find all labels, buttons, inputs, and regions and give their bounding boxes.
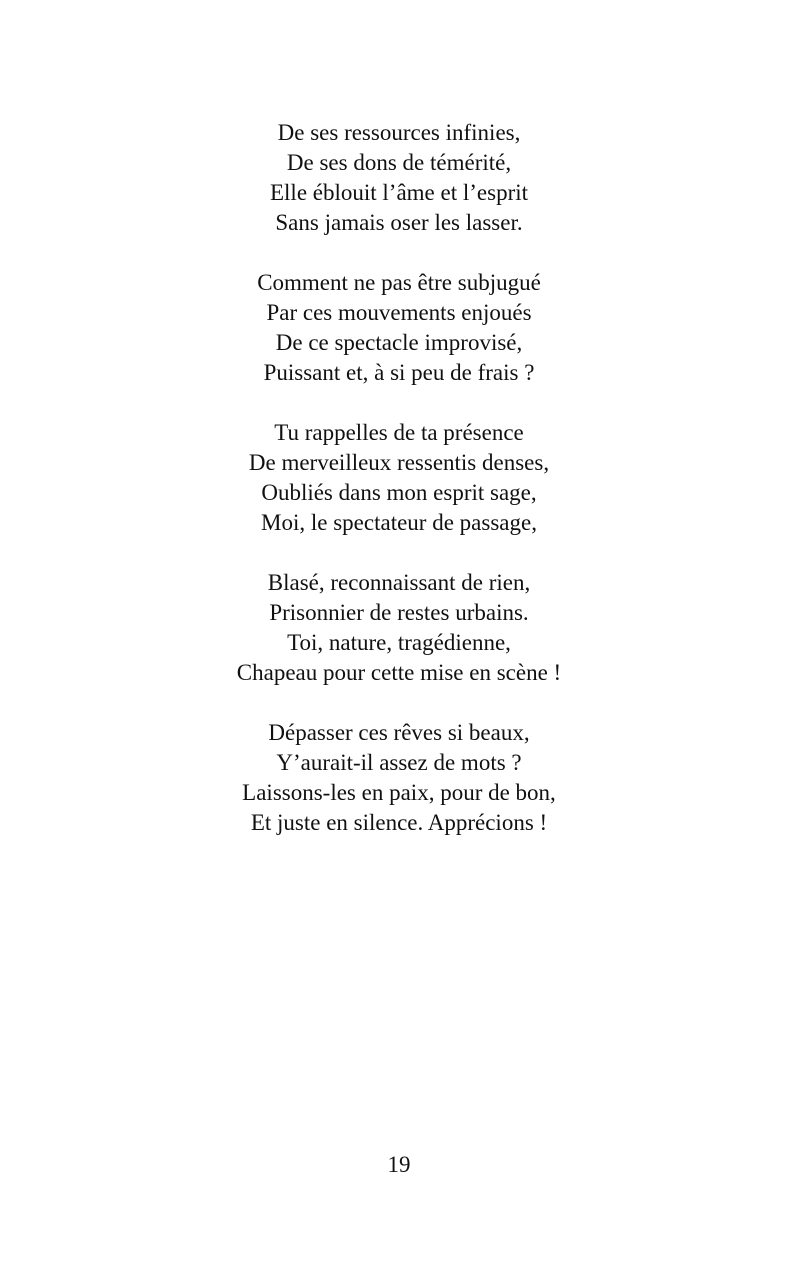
- poem-line: Y’aurait-il assez de mots ?: [276, 750, 522, 775]
- poem-line: Sans jamais oser les lasser.: [275, 210, 523, 235]
- poem-line: Prisonnier de restes urbains.: [269, 600, 529, 625]
- poem-line: Laissons-les en paix, pour de bon,: [242, 780, 556, 805]
- poem-line: Tu rappelles de ta présence: [274, 420, 524, 445]
- poem: [0, 118, 798, 868]
- stanza-1: [0, 118, 798, 238]
- poem-line: De merveilleux ressentis denses,: [248, 450, 550, 475]
- poem-line: Oubliés dans mon esprit sage,: [261, 480, 537, 505]
- poem-line: Par ces mouvements enjoués: [266, 300, 532, 325]
- poem-line: Elle éblouit l’âme et l’esprit: [269, 180, 529, 205]
- poem-line: Chapeau pour cette mise en scène !: [236, 660, 562, 685]
- poem-line: Dépasser ces rêves si beaux,: [268, 720, 530, 745]
- stanza-3: [0, 418, 798, 538]
- stanza-2: [0, 268, 798, 388]
- poem-line: De ce spectacle improvisé,: [275, 330, 523, 355]
- page-number: 19: [387, 1152, 411, 1177]
- poem-line: Puissant et, à si peu de frais ?: [263, 360, 535, 385]
- stanza-5: [0, 718, 798, 838]
- poem-line: De ses dons de témérité,: [286, 150, 512, 175]
- poem-line: Comment ne pas être subjugué: [257, 270, 541, 295]
- stanza-4: [0, 568, 798, 688]
- poem-line: Toi, nature, tragédienne,: [287, 630, 511, 655]
- poem-line: Moi, le spectateur de passage,: [261, 510, 537, 535]
- poem-line: De ses ressources infinies,: [277, 120, 521, 145]
- poem-line: Et juste en silence. Apprécions !: [250, 810, 548, 835]
- poem-line: Blasé, reconnaissant de rien,: [267, 570, 531, 595]
